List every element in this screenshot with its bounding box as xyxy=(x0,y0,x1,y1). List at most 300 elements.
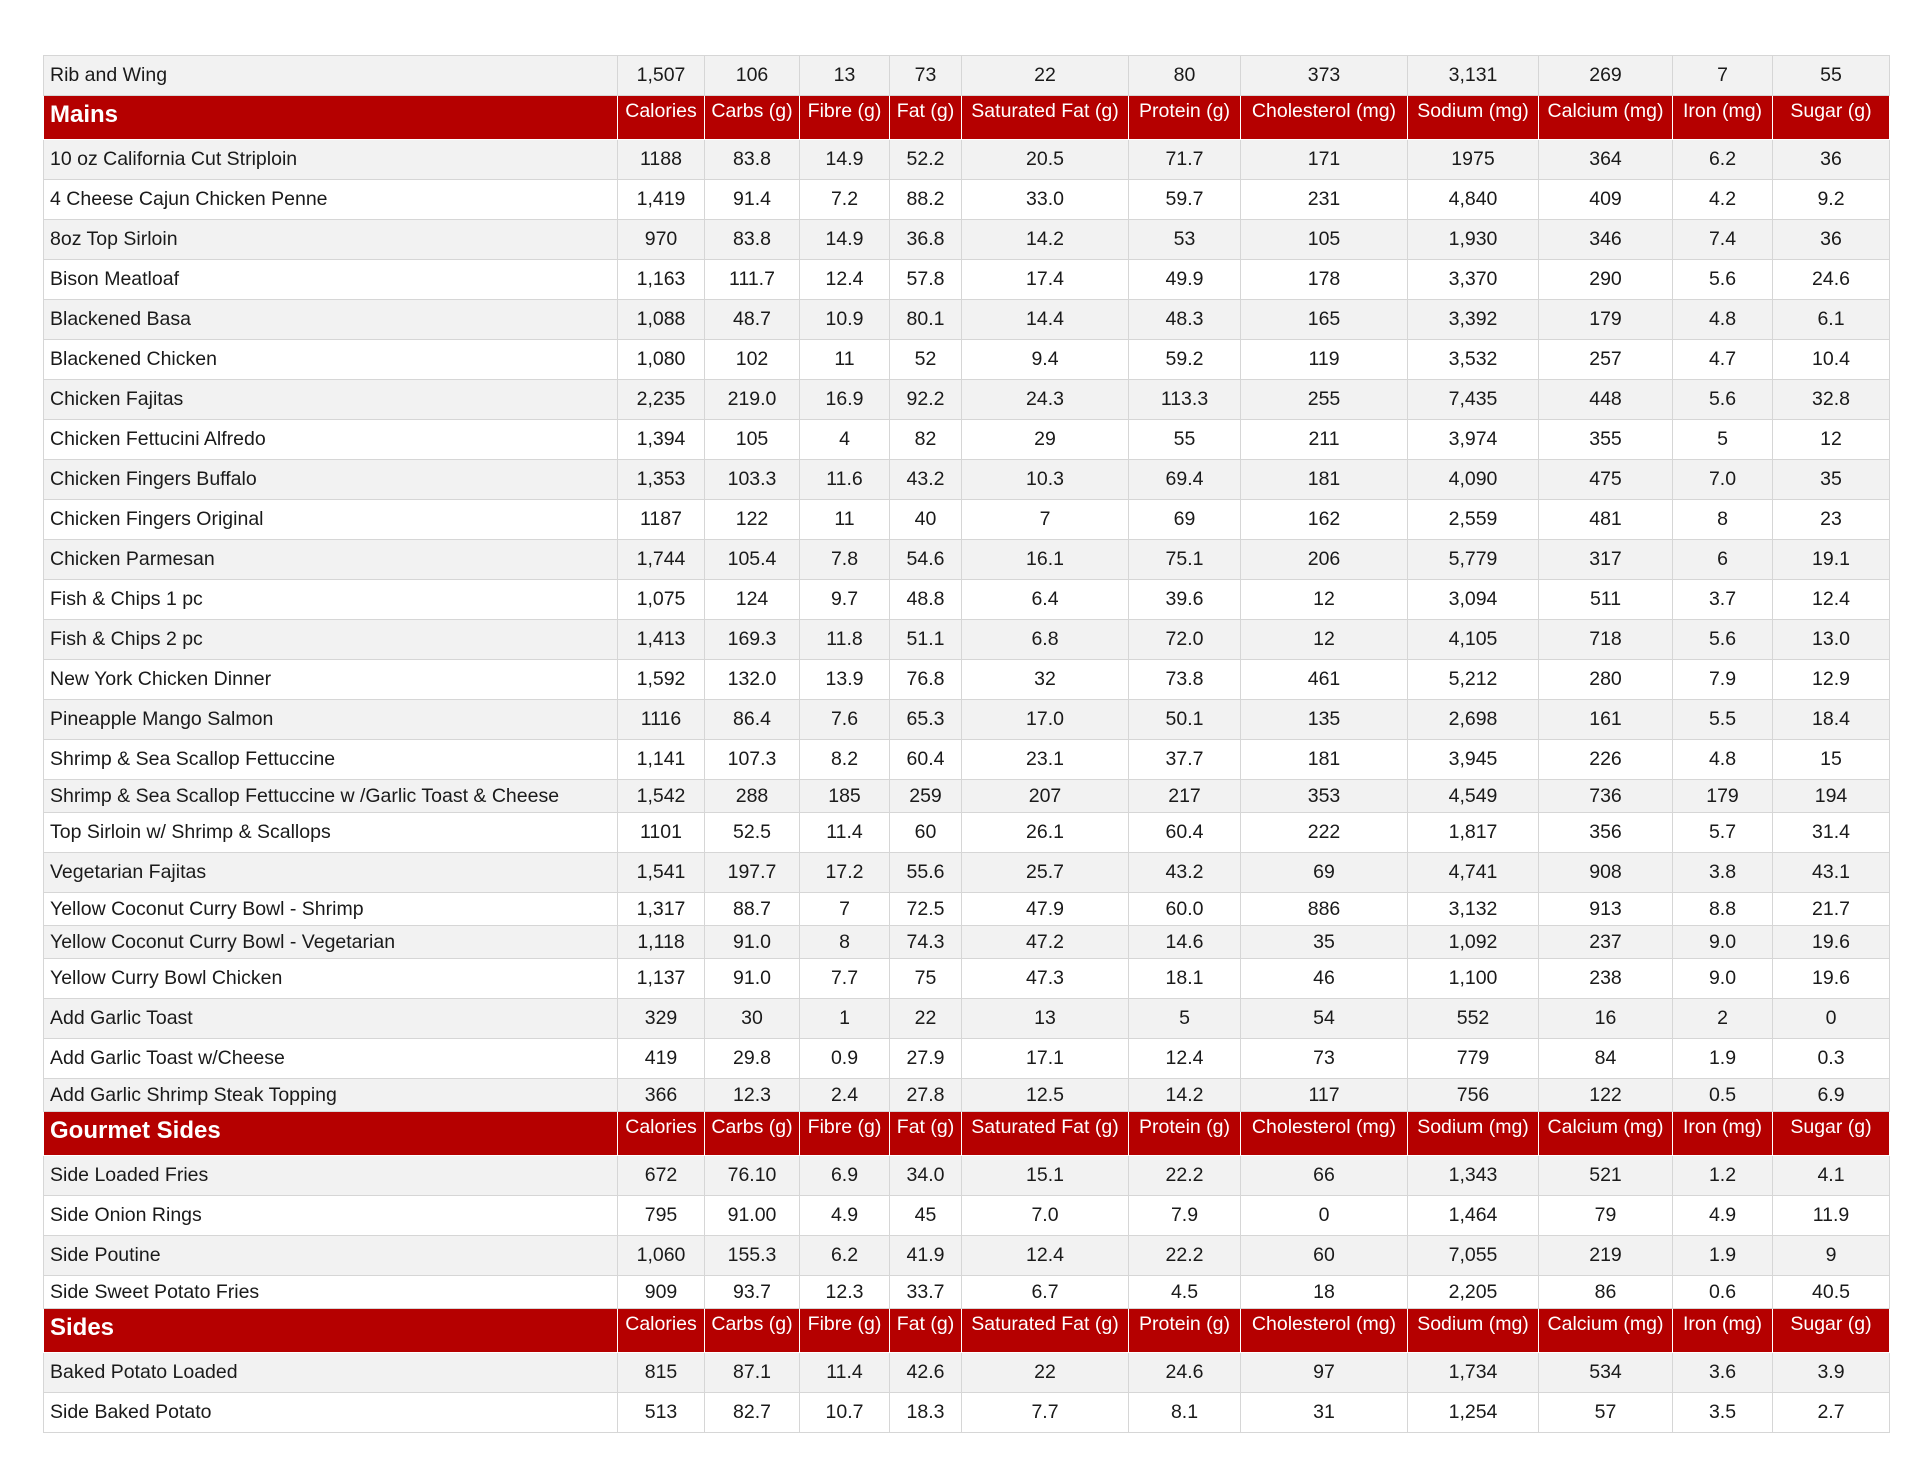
nutrient-value: 57 xyxy=(1539,1393,1673,1433)
item-name: Rib and Wing xyxy=(44,56,618,96)
nutrient-value: 1,118 xyxy=(618,926,705,959)
table-row xyxy=(44,1196,1890,1236)
table-row xyxy=(44,56,1890,96)
nutrient-value: 54 xyxy=(1241,999,1408,1039)
nutrient-value: 19.6 xyxy=(1773,959,1890,999)
column-header: Fat (g) xyxy=(890,96,962,140)
column-header: Calories xyxy=(618,1112,705,1156)
nutrient-value: 55 xyxy=(1773,56,1890,96)
column-header: Sugar (g) xyxy=(1773,96,1890,140)
table-row xyxy=(44,853,1890,893)
nutrient-value: 162 xyxy=(1241,500,1408,540)
nutrient-value: 534 xyxy=(1539,1353,1673,1393)
item-name: Side Baked Potato xyxy=(44,1393,618,1433)
nutrient-value: 102 xyxy=(705,340,800,380)
item-name: Vegetarian Fajitas xyxy=(44,853,618,893)
nutrient-value: 2,235 xyxy=(618,380,705,420)
nutrient-value: 11.8 xyxy=(800,620,890,660)
nutrient-value: 1,541 xyxy=(618,853,705,893)
nutrient-value: 59.7 xyxy=(1129,180,1241,220)
nutrient-value: 60.0 xyxy=(1129,893,1241,926)
nutrient-value: 7 xyxy=(800,893,890,926)
nutrient-value: 39.6 xyxy=(1129,580,1241,620)
nutrient-value: 3.5 xyxy=(1673,1393,1773,1433)
section-title: Gourmet Sides xyxy=(44,1112,618,1156)
nutrient-value: 1,317 xyxy=(618,893,705,926)
nutrient-value: 69.4 xyxy=(1129,460,1241,500)
nutrient-value: 74.3 xyxy=(890,926,962,959)
item-name: Chicken Fajitas xyxy=(44,380,618,420)
nutrient-value: 13 xyxy=(800,56,890,96)
nutrient-value: 60.4 xyxy=(1129,813,1241,853)
nutrient-value: 179 xyxy=(1673,780,1773,813)
nutrient-value: 179 xyxy=(1539,300,1673,340)
nutrient-value: 7.7 xyxy=(800,959,890,999)
nutrient-value: 5.5 xyxy=(1673,700,1773,740)
nutrient-value: 91.0 xyxy=(705,959,800,999)
item-name: Chicken Fettucini Alfredo xyxy=(44,420,618,460)
nutrient-value: 481 xyxy=(1539,500,1673,540)
nutrient-value: 87.1 xyxy=(705,1353,800,1393)
nutrient-value: 52.2 xyxy=(890,140,962,180)
nutrient-value: 57.8 xyxy=(890,260,962,300)
item-name: Shrimp & Sea Scallop Fettuccine xyxy=(44,740,618,780)
nutrient-value: 27.9 xyxy=(890,1039,962,1079)
nutrient-value: 22 xyxy=(890,999,962,1039)
nutrient-value: 511 xyxy=(1539,580,1673,620)
nutrient-value: 34.0 xyxy=(890,1156,962,1196)
nutrient-value: 36 xyxy=(1773,140,1890,180)
nutrient-value: 55 xyxy=(1129,420,1241,460)
nutrient-value: 73.8 xyxy=(1129,660,1241,700)
column-header: Saturated Fat (g) xyxy=(962,1112,1129,1156)
nutrient-value: 1,507 xyxy=(618,56,705,96)
column-header: Carbs (g) xyxy=(705,1309,800,1353)
nutrient-value: 0.6 xyxy=(1673,1276,1773,1309)
nutrient-value: 24.6 xyxy=(1129,1353,1241,1393)
table-row xyxy=(44,540,1890,580)
nutrient-value: 18.1 xyxy=(1129,959,1241,999)
nutrient-value: 736 xyxy=(1539,780,1673,813)
nutrient-value: 36.8 xyxy=(890,220,962,260)
table-row xyxy=(44,1236,1890,1276)
nutrient-value: 11.4 xyxy=(800,813,890,853)
nutrient-value: 0.5 xyxy=(1673,1079,1773,1112)
nutrient-value: 12.4 xyxy=(1129,1039,1241,1079)
item-name: Side Poutine xyxy=(44,1236,618,1276)
nutrient-value: 280 xyxy=(1539,660,1673,700)
nutrient-value: 54.6 xyxy=(890,540,962,580)
nutrient-value: 25.7 xyxy=(962,853,1129,893)
nutrient-value: 219.0 xyxy=(705,380,800,420)
nutrient-value: 513 xyxy=(618,1393,705,1433)
nutrient-value: 1,419 xyxy=(618,180,705,220)
table-row xyxy=(44,1039,1890,1079)
table-row xyxy=(44,180,1890,220)
nutrient-value: 97 xyxy=(1241,1353,1408,1393)
nutrient-value: 60.4 xyxy=(890,740,962,780)
column-header: Fibre (g) xyxy=(800,1309,890,1353)
nutrient-value: 91.4 xyxy=(705,180,800,220)
nutrient-value: 18.4 xyxy=(1773,700,1890,740)
nutrient-value: 52.5 xyxy=(705,813,800,853)
column-header: Calcium (mg) xyxy=(1539,1112,1673,1156)
table-row xyxy=(44,460,1890,500)
nutrient-value: 419 xyxy=(618,1039,705,1079)
nutrient-value: 4.9 xyxy=(1673,1196,1773,1236)
nutrient-value: 206 xyxy=(1241,540,1408,580)
nutrient-value: 13.9 xyxy=(800,660,890,700)
nutrient-value: 255 xyxy=(1241,380,1408,420)
column-header: Iron (mg) xyxy=(1673,1112,1773,1156)
nutrient-value: 33.0 xyxy=(962,180,1129,220)
table-row xyxy=(44,300,1890,340)
nutrient-value: 237 xyxy=(1539,926,1673,959)
column-header: Fibre (g) xyxy=(800,1112,890,1156)
nutrient-value: 132.0 xyxy=(705,660,800,700)
nutrient-value: 10.9 xyxy=(800,300,890,340)
nutrient-value: 409 xyxy=(1539,180,1673,220)
nutrient-value: 19.6 xyxy=(1773,926,1890,959)
nutrient-value: 7.7 xyxy=(962,1393,1129,1433)
nutrient-value: 1.9 xyxy=(1673,1236,1773,1276)
nutrient-value: 4.1 xyxy=(1773,1156,1890,1196)
item-name: Chicken Parmesan xyxy=(44,540,618,580)
nutrient-value: 970 xyxy=(618,220,705,260)
nutrient-value: 41.9 xyxy=(890,1236,962,1276)
nutrient-value: 52 xyxy=(890,340,962,380)
nutrient-value: 2.7 xyxy=(1773,1393,1890,1433)
item-name: Pineapple Mango Salmon xyxy=(44,700,618,740)
item-name: 10 oz California Cut Striploin xyxy=(44,140,618,180)
nutrient-value: 83.8 xyxy=(705,140,800,180)
nutrient-value: 161 xyxy=(1539,700,1673,740)
nutrient-value: 14.4 xyxy=(962,300,1129,340)
nutrient-value: 461 xyxy=(1241,660,1408,700)
nutrient-value: 3,131 xyxy=(1408,56,1539,96)
nutrient-value: 32 xyxy=(962,660,1129,700)
nutrient-value: 17.4 xyxy=(962,260,1129,300)
nutrient-value: 119 xyxy=(1241,340,1408,380)
nutrient-value: 76.10 xyxy=(705,1156,800,1196)
nutrient-value: 24.3 xyxy=(962,380,1129,420)
nutrient-value: 3,945 xyxy=(1408,740,1539,780)
nutrient-value: 5,779 xyxy=(1408,540,1539,580)
nutrient-value: 226 xyxy=(1539,740,1673,780)
table-body xyxy=(44,56,1890,1433)
nutrient-value: 69 xyxy=(1129,500,1241,540)
item-name: 8oz Top Sirloin xyxy=(44,220,618,260)
nutrient-value: 4.2 xyxy=(1673,180,1773,220)
nutrient-value: 0.3 xyxy=(1773,1039,1890,1079)
nutrient-value: 9.2 xyxy=(1773,180,1890,220)
nutrient-value: 4.8 xyxy=(1673,740,1773,780)
nutrient-value: 9.0 xyxy=(1673,926,1773,959)
nutrient-value: 51.1 xyxy=(890,620,962,660)
table-row xyxy=(44,1393,1890,1433)
nutrient-value: 3,532 xyxy=(1408,340,1539,380)
nutrient-value: 259 xyxy=(890,780,962,813)
nutrient-value: 29.8 xyxy=(705,1039,800,1079)
item-name: Blackened Chicken xyxy=(44,340,618,380)
nutrient-value: 4 xyxy=(800,420,890,460)
nutrient-value: 3,132 xyxy=(1408,893,1539,926)
column-header: Cholesterol (mg) xyxy=(1241,1112,1408,1156)
nutrient-value: 22 xyxy=(962,56,1129,96)
nutrient-value: 1,100 xyxy=(1408,959,1539,999)
nutrient-value: 31.4 xyxy=(1773,813,1890,853)
nutrient-value: 21.7 xyxy=(1773,893,1890,926)
nutrient-value: 5.6 xyxy=(1673,620,1773,660)
nutrient-value: 22.2 xyxy=(1129,1156,1241,1196)
nutrient-value: 43.2 xyxy=(1129,853,1241,893)
nutrient-value: 475 xyxy=(1539,460,1673,500)
item-name: Shrimp & Sea Scallop Fettuccine w /Garlic Toast & Cheese xyxy=(44,780,618,813)
nutrient-value: 42.6 xyxy=(890,1353,962,1393)
table-row xyxy=(44,660,1890,700)
nutrient-value: 11.9 xyxy=(1773,1196,1890,1236)
nutrient-value: 197.7 xyxy=(705,853,800,893)
table-row xyxy=(44,340,1890,380)
nutrient-value: 50.1 xyxy=(1129,700,1241,740)
nutrient-value: 346 xyxy=(1539,220,1673,260)
nutrient-value: 76.8 xyxy=(890,660,962,700)
nutrient-value: 3,094 xyxy=(1408,580,1539,620)
nutrient-value: 103.3 xyxy=(705,460,800,500)
nutrient-value: 3,974 xyxy=(1408,420,1539,460)
nutrient-value: 18 xyxy=(1241,1276,1408,1309)
nutrient-value: 135 xyxy=(1241,700,1408,740)
nutrient-value: 59.2 xyxy=(1129,340,1241,380)
nutrient-value: 909 xyxy=(618,1276,705,1309)
nutrient-value: 521 xyxy=(1539,1156,1673,1196)
nutrient-value: 1,930 xyxy=(1408,220,1539,260)
nutrient-value: 10.3 xyxy=(962,460,1129,500)
column-header: Fat (g) xyxy=(890,1309,962,1353)
nutrient-value: 36 xyxy=(1773,220,1890,260)
nutrient-value: 12 xyxy=(1241,580,1408,620)
nutrient-value: 11.4 xyxy=(800,1353,890,1393)
nutrient-value: 14.6 xyxy=(1129,926,1241,959)
nutrient-value: 12.4 xyxy=(962,1236,1129,1276)
nutrient-value: 10.7 xyxy=(800,1393,890,1433)
nutrient-value: 5 xyxy=(1673,420,1773,460)
table-row xyxy=(44,999,1890,1039)
nutrient-value: 6 xyxy=(1673,540,1773,580)
nutrient-value: 0 xyxy=(1241,1196,1408,1236)
nutrient-value: 7.6 xyxy=(800,700,890,740)
nutrient-value: 53 xyxy=(1129,220,1241,260)
nutrient-value: 6.4 xyxy=(962,580,1129,620)
nutrient-value: 86.4 xyxy=(705,700,800,740)
nutrient-value: 1101 xyxy=(618,813,705,853)
nutrient-value: 35 xyxy=(1773,460,1890,500)
table-row xyxy=(44,700,1890,740)
nutrient-value: 1,592 xyxy=(618,660,705,700)
section-header-row xyxy=(44,96,1890,140)
table-row xyxy=(44,500,1890,540)
nutrient-value: 14.9 xyxy=(800,140,890,180)
nutrient-value: 165 xyxy=(1241,300,1408,340)
column-header: Calcium (mg) xyxy=(1539,96,1673,140)
nutrient-value: 4,741 xyxy=(1408,853,1539,893)
column-header: Cholesterol (mg) xyxy=(1241,1309,1408,1353)
nutrient-value: 2 xyxy=(1673,999,1773,1039)
table-row xyxy=(44,580,1890,620)
nutrient-value: 1,137 xyxy=(618,959,705,999)
nutrient-value: 886 xyxy=(1241,893,1408,926)
nutrient-value: 71.7 xyxy=(1129,140,1241,180)
nutrient-value: 552 xyxy=(1408,999,1539,1039)
nutrient-value: 106 xyxy=(705,56,800,96)
nutrient-value: 0 xyxy=(1773,999,1890,1039)
column-header: Calories xyxy=(618,1309,705,1353)
nutrient-value: 2,698 xyxy=(1408,700,1539,740)
nutrient-value: 913 xyxy=(1539,893,1673,926)
nutrient-value: 288 xyxy=(705,780,800,813)
nutrient-value: 111.7 xyxy=(705,260,800,300)
item-name: Yellow Curry Bowl Chicken xyxy=(44,959,618,999)
nutrient-value: 8.8 xyxy=(1673,893,1773,926)
nutrient-value: 2.4 xyxy=(800,1079,890,1112)
nutrient-value: 1,394 xyxy=(618,420,705,460)
nutrient-value: 7.9 xyxy=(1673,660,1773,700)
item-name: New York Chicken Dinner xyxy=(44,660,618,700)
nutrient-value: 37.7 xyxy=(1129,740,1241,780)
nutrient-value: 35 xyxy=(1241,926,1408,959)
nutrient-value: 12 xyxy=(1773,420,1890,460)
nutrient-value: 2,205 xyxy=(1408,1276,1539,1309)
nutrient-value: 1,075 xyxy=(618,580,705,620)
nutrient-value: 6.1 xyxy=(1773,300,1890,340)
nutrient-value: 1975 xyxy=(1408,140,1539,180)
table-row xyxy=(44,813,1890,853)
nutrient-value: 75 xyxy=(890,959,962,999)
column-header: Saturated Fat (g) xyxy=(962,1309,1129,1353)
nutrient-value: 16 xyxy=(1539,999,1673,1039)
nutrient-value: 17.2 xyxy=(800,853,890,893)
table-row xyxy=(44,926,1890,959)
nutrient-value: 238 xyxy=(1539,959,1673,999)
item-name: Add Garlic Toast w/Cheese xyxy=(44,1039,618,1079)
table-row xyxy=(44,420,1890,460)
nutrient-value: 12 xyxy=(1241,620,1408,660)
nutrient-value: 1,744 xyxy=(618,540,705,580)
column-header: Sodium (mg) xyxy=(1408,1112,1539,1156)
column-header: Fibre (g) xyxy=(800,96,890,140)
item-name: Fish & Chips 1 pc xyxy=(44,580,618,620)
column-header: Carbs (g) xyxy=(705,1112,800,1156)
nutrient-value: 718 xyxy=(1539,620,1673,660)
nutrient-value: 257 xyxy=(1539,340,1673,380)
nutrient-value: 12.5 xyxy=(962,1079,1129,1112)
nutrient-value: 91.00 xyxy=(705,1196,800,1236)
nutrient-value: 219 xyxy=(1539,1236,1673,1276)
nutrient-value: 7.8 xyxy=(800,540,890,580)
column-header: Sugar (g) xyxy=(1773,1309,1890,1353)
nutrient-value: 13 xyxy=(962,999,1129,1039)
table-row xyxy=(44,1353,1890,1393)
nutrient-value: 49.9 xyxy=(1129,260,1241,300)
nutrient-value: 3,370 xyxy=(1408,260,1539,300)
nutrient-value: 9.7 xyxy=(800,580,890,620)
nutrient-value: 1,413 xyxy=(618,620,705,660)
nutrient-value: 86 xyxy=(1539,1276,1673,1309)
table-row xyxy=(44,959,1890,999)
nutrient-value: 8.2 xyxy=(800,740,890,780)
nutrient-value: 122 xyxy=(705,500,800,540)
column-header: Sodium (mg) xyxy=(1408,96,1539,140)
table-row xyxy=(44,893,1890,926)
nutrient-value: 14.2 xyxy=(962,220,1129,260)
nutrient-value: 9 xyxy=(1773,1236,1890,1276)
nutrient-value: 48.3 xyxy=(1129,300,1241,340)
nutrient-value: 60 xyxy=(890,813,962,853)
nutrient-value: 7 xyxy=(962,500,1129,540)
item-name: Bison Meatloaf xyxy=(44,260,618,300)
nutrient-value: 1.2 xyxy=(1673,1156,1773,1196)
nutrient-value: 40 xyxy=(890,500,962,540)
nutrient-value: 24.6 xyxy=(1773,260,1890,300)
item-name: Baked Potato Loaded xyxy=(44,1353,618,1393)
nutrient-value: 47.3 xyxy=(962,959,1129,999)
nutrient-value: 32.8 xyxy=(1773,380,1890,420)
nutrient-value: 31 xyxy=(1241,1393,1408,1433)
nutrient-value: 6.8 xyxy=(962,620,1129,660)
nutrient-value: 113.3 xyxy=(1129,380,1241,420)
nutrient-value: 269 xyxy=(1539,56,1673,96)
nutrient-value: 217 xyxy=(1129,780,1241,813)
nutrient-value: 4,549 xyxy=(1408,780,1539,813)
nutrient-value: 3.7 xyxy=(1673,580,1773,620)
column-header: Iron (mg) xyxy=(1673,96,1773,140)
column-header: Sugar (g) xyxy=(1773,1112,1890,1156)
nutrient-value: 1,353 xyxy=(618,460,705,500)
nutrient-value: 48.8 xyxy=(890,580,962,620)
nutrient-value: 17.1 xyxy=(962,1039,1129,1079)
nutrient-value: 8 xyxy=(800,926,890,959)
table-row xyxy=(44,1276,1890,1309)
nutrient-value: 3.6 xyxy=(1673,1353,1773,1393)
nutrient-value: 73 xyxy=(890,56,962,96)
column-header: Calories xyxy=(618,96,705,140)
nutrient-value: 12.3 xyxy=(800,1276,890,1309)
nutrient-value: 155.3 xyxy=(705,1236,800,1276)
nutrient-value: 4.7 xyxy=(1673,340,1773,380)
section-header-row xyxy=(44,1309,1890,1353)
nutrient-value: 47.9 xyxy=(962,893,1129,926)
nutrient-value: 6.2 xyxy=(1673,140,1773,180)
nutrient-value: 12.9 xyxy=(1773,660,1890,700)
nutrient-value: 3.8 xyxy=(1673,853,1773,893)
nutrient-value: 82 xyxy=(890,420,962,460)
nutrient-value: 5.6 xyxy=(1673,380,1773,420)
nutrient-value: 1,343 xyxy=(1408,1156,1539,1196)
item-name: Chicken Fingers Original xyxy=(44,500,618,540)
nutrient-value: 10.4 xyxy=(1773,340,1890,380)
nutrient-value: 30 xyxy=(705,999,800,1039)
nutrient-value: 83.8 xyxy=(705,220,800,260)
nutrient-value: 12.3 xyxy=(705,1079,800,1112)
nutrient-value: 65.3 xyxy=(890,700,962,740)
nutrient-value: 7 xyxy=(1673,56,1773,96)
item-name: Top Sirloin w/ Shrimp & Scallops xyxy=(44,813,618,853)
section-title: Mains xyxy=(44,96,618,140)
nutrient-value: 17.0 xyxy=(962,700,1129,740)
nutrient-value: 1,141 xyxy=(618,740,705,780)
column-header: Protein (g) xyxy=(1129,1112,1241,1156)
nutrient-value: 1,060 xyxy=(618,1236,705,1276)
